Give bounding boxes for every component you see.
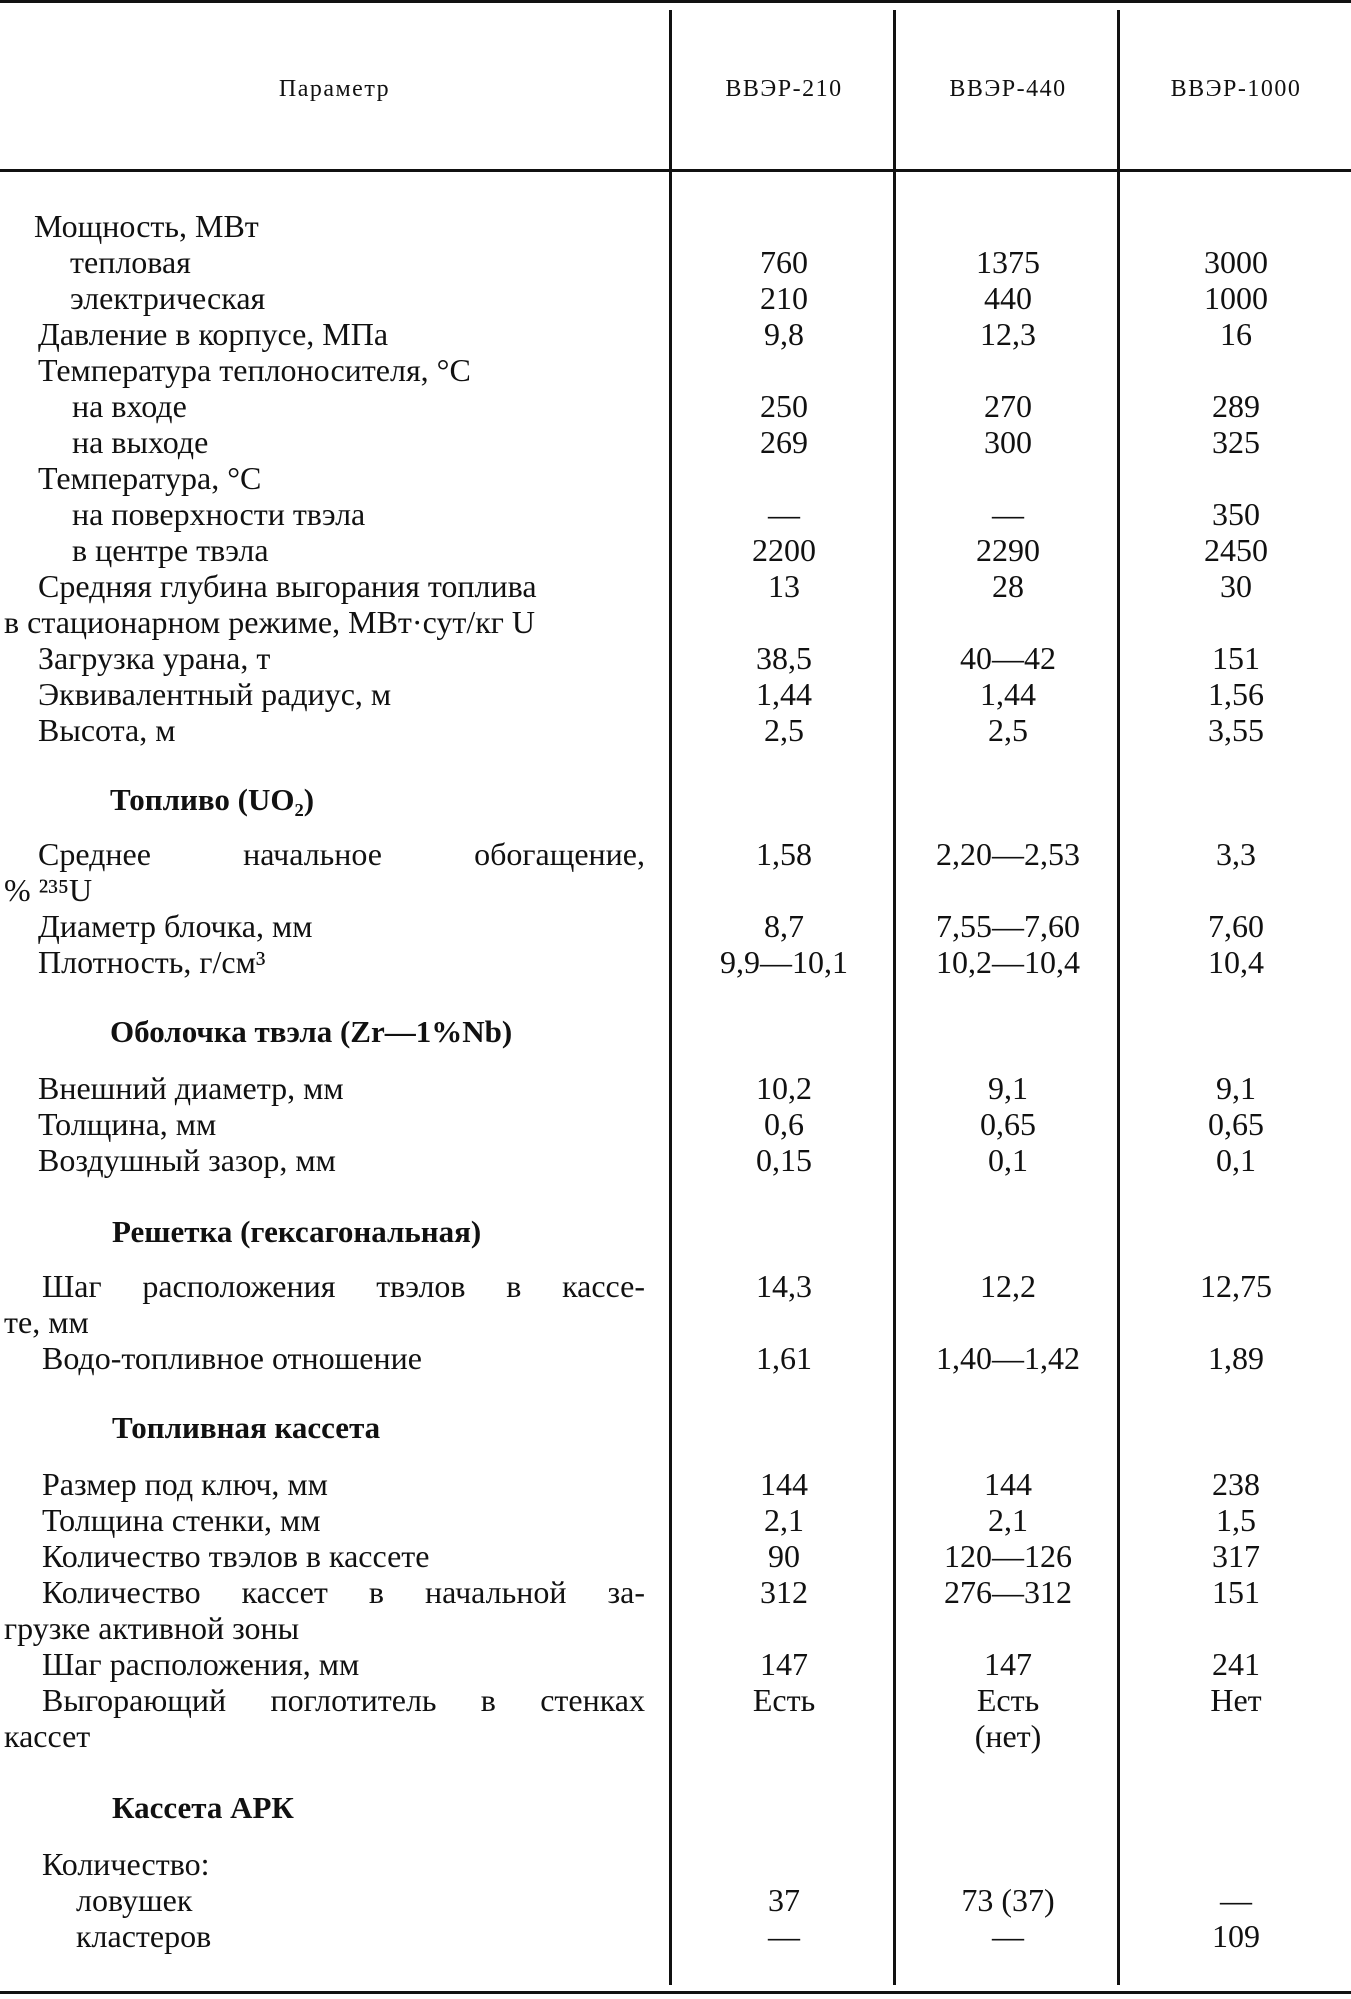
cell-vver-440: (нет) (974, 1718, 1042, 1754)
cell-vver-1000: 7,60 (1208, 908, 1264, 944)
table-row (0, 1106, 1351, 1142)
row-label: Высота, м (38, 712, 176, 748)
cell-vver-440: Есть (976, 1682, 1040, 1718)
table-row (0, 1538, 1351, 1574)
row-label: Шаг расположения твэлов в кассе- (42, 1268, 645, 1304)
cell-vver-210: 2200 (752, 532, 816, 568)
row-label: Толщина, мм (38, 1106, 217, 1142)
cell-vver-210: 0,15 (756, 1142, 812, 1178)
table-row (0, 1918, 1351, 1954)
section-heading (0, 782, 1351, 818)
cell-vver-1000: 2450 (1204, 532, 1268, 568)
row-label: Диаметр блочка, мм (38, 908, 313, 944)
row-label: на поверхности твэла (72, 496, 366, 532)
table-row (0, 1070, 1351, 1106)
table-row (0, 1846, 1351, 1882)
cell-vver-440: 40—42 (960, 640, 1056, 676)
cell-vver-210: 312 (760, 1574, 808, 1610)
cell-vver-210: 210 (760, 280, 808, 316)
cell-vver-210: 1,44 (756, 676, 812, 712)
row-label: кассет (4, 1718, 91, 1754)
cell-vver-210: 144 (760, 1466, 808, 1502)
table-row (0, 1268, 1351, 1304)
table-row (0, 1574, 1351, 1610)
cell-vver-1000: 30 (1220, 568, 1252, 604)
table-row (0, 1340, 1351, 1376)
section-title: Топливная кассета (112, 1410, 381, 1445)
cell-vver-1000: 109 (1212, 1918, 1260, 1954)
row-label: грузке активной зоны (4, 1610, 300, 1646)
cell-vver-440: 9,1 (988, 1070, 1028, 1106)
bottom-rule (0, 1991, 1351, 1994)
row-label: Внешний диаметр, мм (38, 1070, 344, 1106)
section-title: Решетка (гексагональная) (112, 1214, 482, 1249)
cell-vver-1000: 1,56 (1208, 676, 1264, 712)
row-label: кластеров (76, 1918, 212, 1954)
table-row (0, 1142, 1351, 1178)
table-row (0, 836, 1351, 872)
cell-vver-440: — (992, 496, 1024, 532)
cell-vver-440: 120—126 (944, 1538, 1072, 1574)
cell-vver-440: — (992, 1918, 1024, 1954)
row-label: Выгорающий поглотитель в стенках (42, 1682, 645, 1718)
row-label: на выходе (72, 424, 209, 460)
row-label: Количество твэлов в кассете (42, 1538, 430, 1574)
row-label: тепловая (70, 244, 191, 280)
table-row (0, 1304, 1351, 1340)
row-label: Мощность, МВт (34, 208, 259, 244)
table-row (0, 1646, 1351, 1682)
cell-vver-1000: 289 (1212, 388, 1260, 424)
cell-vver-1000: 3,3 (1216, 836, 1256, 872)
table-row (0, 1610, 1351, 1646)
header-rule (0, 169, 1351, 172)
row-label: Водо-топливное отношение (42, 1340, 422, 1376)
table-row (0, 908, 1351, 944)
cell-vver-440: 10,2—10,4 (936, 944, 1080, 980)
cell-vver-1000: 238 (1212, 1466, 1260, 1502)
table-row (0, 352, 1351, 388)
cell-vver-210: 37 (768, 1882, 800, 1918)
cell-vver-210: — (768, 496, 800, 532)
cell-vver-440: 0,1 (988, 1142, 1028, 1178)
cell-vver-440: 2,20—2,53 (936, 836, 1080, 872)
cell-vver-1000: 10,4 (1208, 944, 1264, 980)
cell-vver-440: 300 (984, 424, 1032, 460)
cell-vver-1000: 151 (1212, 640, 1260, 676)
row-label: % ²³⁵U (4, 872, 93, 908)
row-label: Размер под ключ, мм (42, 1466, 328, 1502)
header-parameter: Параметр (278, 76, 391, 102)
row-label: электрическая (70, 280, 266, 316)
cell-vver-1000: 9,1 (1216, 1070, 1256, 1106)
row-label: Загрузка урана, т (38, 640, 271, 676)
row-label: Шаг расположения, мм (42, 1646, 360, 1682)
table-row (0, 208, 1351, 244)
cell-vver-440: 147 (984, 1646, 1032, 1682)
table-row (0, 872, 1351, 908)
row-label: ловушек (76, 1882, 193, 1918)
cell-vver-210: 2,5 (764, 712, 804, 748)
cell-vver-210: — (768, 1918, 800, 1954)
section-heading (0, 1410, 1351, 1446)
table-row (0, 460, 1351, 496)
cell-vver-440: 2,5 (988, 712, 1028, 748)
table-row (0, 496, 1351, 532)
cell-vver-1000: 3,55 (1208, 712, 1264, 748)
cell-vver-210: 38,5 (756, 640, 812, 676)
cell-vver-210: 269 (760, 424, 808, 460)
cell-vver-440: 28 (992, 568, 1024, 604)
cell-vver-210: 1,61 (756, 1340, 812, 1376)
cell-vver-210: 8,7 (764, 908, 804, 944)
row-label: Эквивалентный радиус, м (38, 676, 392, 712)
cell-vver-210: 9,8 (764, 316, 804, 352)
section-heading (0, 1214, 1351, 1250)
cell-vver-210: 9,9—10,1 (720, 944, 848, 980)
table-row (0, 316, 1351, 352)
cell-vver-1000: 350 (1212, 496, 1260, 532)
row-label: Температура, °С (38, 460, 262, 496)
table-row (0, 532, 1351, 568)
cell-vver-1000: — (1220, 1882, 1252, 1918)
row-label: в стационарном режиме, МВт·сут/кг U (4, 604, 535, 640)
cell-vver-1000: 16 (1220, 316, 1252, 352)
cell-vver-440: 440 (984, 280, 1032, 316)
section-title: Топливо (UO₂) (110, 782, 315, 817)
cell-vver-440: 73 (37) (961, 1882, 1055, 1918)
table-row (0, 1466, 1351, 1502)
cell-vver-210: 2,1 (764, 1502, 804, 1538)
table-row (0, 640, 1351, 676)
cell-vver-1000: 1,89 (1208, 1340, 1264, 1376)
table-row (0, 676, 1351, 712)
cell-vver-440: 2290 (976, 532, 1040, 568)
cell-vver-440: 1375 (976, 244, 1040, 280)
cell-vver-1000: 1000 (1204, 280, 1268, 316)
row-label: Средняя глубина выгорания топлива (38, 568, 537, 604)
row-label: на входе (72, 388, 187, 424)
cell-vver-1000: 12,75 (1200, 1268, 1272, 1304)
table-row (0, 1682, 1351, 1718)
cell-vver-1000: 1,5 (1216, 1502, 1256, 1538)
table-row (0, 604, 1351, 640)
cell-vver-1000: 151 (1212, 1574, 1260, 1610)
cell-vver-210: 760 (760, 244, 808, 280)
row-label: Плотность, г/см³ (38, 944, 266, 980)
row-label: Количество кассет в начальной за- (42, 1574, 645, 1610)
table-row (0, 712, 1351, 748)
row-label: те, мм (4, 1304, 89, 1340)
cell-vver-440: 12,2 (980, 1268, 1036, 1304)
table-row (0, 1718, 1351, 1754)
cell-vver-210: 90 (768, 1538, 800, 1574)
table-row (0, 1502, 1351, 1538)
cell-vver-440: 1,44 (980, 676, 1036, 712)
cell-vver-210: 10,2 (756, 1070, 812, 1106)
cell-vver-1000: 0,1 (1216, 1142, 1256, 1178)
table-row (0, 944, 1351, 980)
row-label: в центре твэла (72, 532, 269, 568)
top-rule (0, 0, 1351, 3)
cell-vver-210: 147 (760, 1646, 808, 1682)
cell-vver-440: 270 (984, 388, 1032, 424)
header-vver-440: ВВЭР-440 (949, 76, 1067, 102)
section-heading (0, 1014, 1351, 1050)
row-label: Давление в корпусе, МПа (38, 316, 389, 352)
cell-vver-210: 14,3 (756, 1268, 812, 1304)
row-label: Температура теплоносителя, °С (38, 352, 471, 388)
cell-vver-1000: 317 (1212, 1538, 1260, 1574)
section-title: Оболочка твэла (Zr—1%Nb) (110, 1014, 513, 1049)
cell-vver-440: 12,3 (980, 316, 1036, 352)
table-row (0, 244, 1351, 280)
table-row (0, 388, 1351, 424)
header-vver-1000: ВВЭР-1000 (1170, 76, 1302, 102)
cell-vver-440: 0,65 (980, 1106, 1036, 1142)
table-row (0, 280, 1351, 316)
row-label: Среднее начальное обогащение, (38, 836, 645, 872)
cell-vver-1000: 241 (1212, 1646, 1260, 1682)
cell-vver-1000: Нет (1210, 1682, 1262, 1718)
table-row (0, 1882, 1351, 1918)
section-heading (0, 1790, 1351, 1826)
cell-vver-210: Есть (752, 1682, 816, 1718)
cell-vver-210: 13 (768, 568, 800, 604)
header-vver-210: ВВЭР-210 (725, 76, 843, 102)
table-row (0, 568, 1351, 604)
cell-vver-1000: 3000 (1204, 244, 1268, 280)
cell-vver-440: 276—312 (944, 1574, 1072, 1610)
row-label: Количество: (42, 1846, 210, 1882)
cell-vver-440: 1,40—1,42 (936, 1340, 1080, 1376)
cell-vver-1000: 325 (1212, 424, 1260, 460)
cell-vver-440: 7,55—7,60 (936, 908, 1080, 944)
cell-vver-440: 2,1 (988, 1502, 1028, 1538)
table-row (0, 424, 1351, 460)
cell-vver-440: 144 (984, 1466, 1032, 1502)
cell-vver-210: 250 (760, 388, 808, 424)
row-label: Воздушный зазор, мм (38, 1142, 336, 1178)
cell-vver-1000: 0,65 (1208, 1106, 1264, 1142)
cell-vver-210: 0,6 (764, 1106, 804, 1142)
section-title: Кассета АРК (112, 1790, 294, 1825)
cell-vver-210: 1,58 (756, 836, 812, 872)
row-label: Толщина стенки, мм (42, 1502, 321, 1538)
